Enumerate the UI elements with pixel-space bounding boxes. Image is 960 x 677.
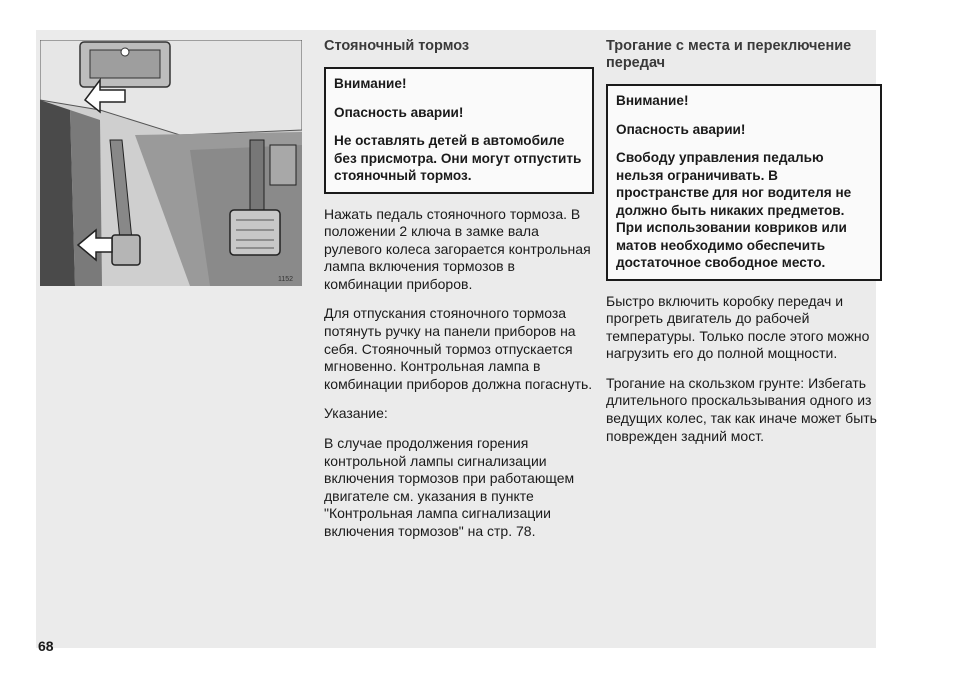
- warning-danger: Опасность аварии!: [616, 121, 746, 137]
- parking-brake-pedal-illustration: [40, 40, 302, 286]
- warning-title: Внимание!: [616, 93, 689, 108]
- warning-title: Внимание!: [334, 76, 407, 91]
- warning-danger: Опасность аварии!: [334, 104, 464, 120]
- warning-text: Не оставлять детей в автомобиле без присмотра. Они могут отпустить стояночный тормоз.: [334, 133, 582, 183]
- note-text: В случае продолжения горения контрольной лампы сигнализации включения тормозов при работающем двигателе см. указания в пункте "Контрольная лампа сигнализации включения тормозов" на стр. 78.: [324, 435, 575, 539]
- figure-number: 1152: [278, 276, 294, 283]
- starting-para-1: Быстро включить коробку передач и прогреть двигатель до рабочей температуры. Только после этого можно нагрузить его до полной мощности.: [606, 292, 870, 362]
- starting-heading: Трогание с места и переключение передач: [606, 38, 852, 71]
- pedal-drawing: [40, 40, 302, 286]
- warning-text: Свободу управления педалью нельзя ограничивать. В пространстве для ног водителя не должно быть никаких предметов. При использовании ковриков или матов необходимо обеспечить достаточное свободное место.: [616, 150, 852, 270]
- parking-brake-warning-box: [324, 67, 594, 194]
- starting-column: [606, 38, 882, 445]
- parking-brake-heading: Стояночный тормоз: [324, 38, 470, 54]
- parking-brake-para-2: Для отпускания стояночного тормоза потянуть ручку на панели приборов на себя. Стояночный тормоз отпускается мгновенно. Контрольная лампа в комбинации приборов должна погаснуть.: [324, 305, 593, 392]
- page-number: 68: [38, 638, 54, 654]
- starting-warning-box: [606, 84, 882, 281]
- parking-brake-column: [324, 38, 594, 541]
- note-label: Указание:: [324, 405, 388, 422]
- parking-brake-para-1: Нажать педаль стояночного тормоза. В положении 2 ключа в замке вала рулевого колеса загорается контрольная лампа включения тормозов в комбинации приборов.: [324, 205, 591, 292]
- starting-para-2: Трогание на скользком грунте: Избегать длительного проскальзывания одного из ведущих колес, так как иначе может быть поврежден задний мост.: [606, 374, 877, 444]
